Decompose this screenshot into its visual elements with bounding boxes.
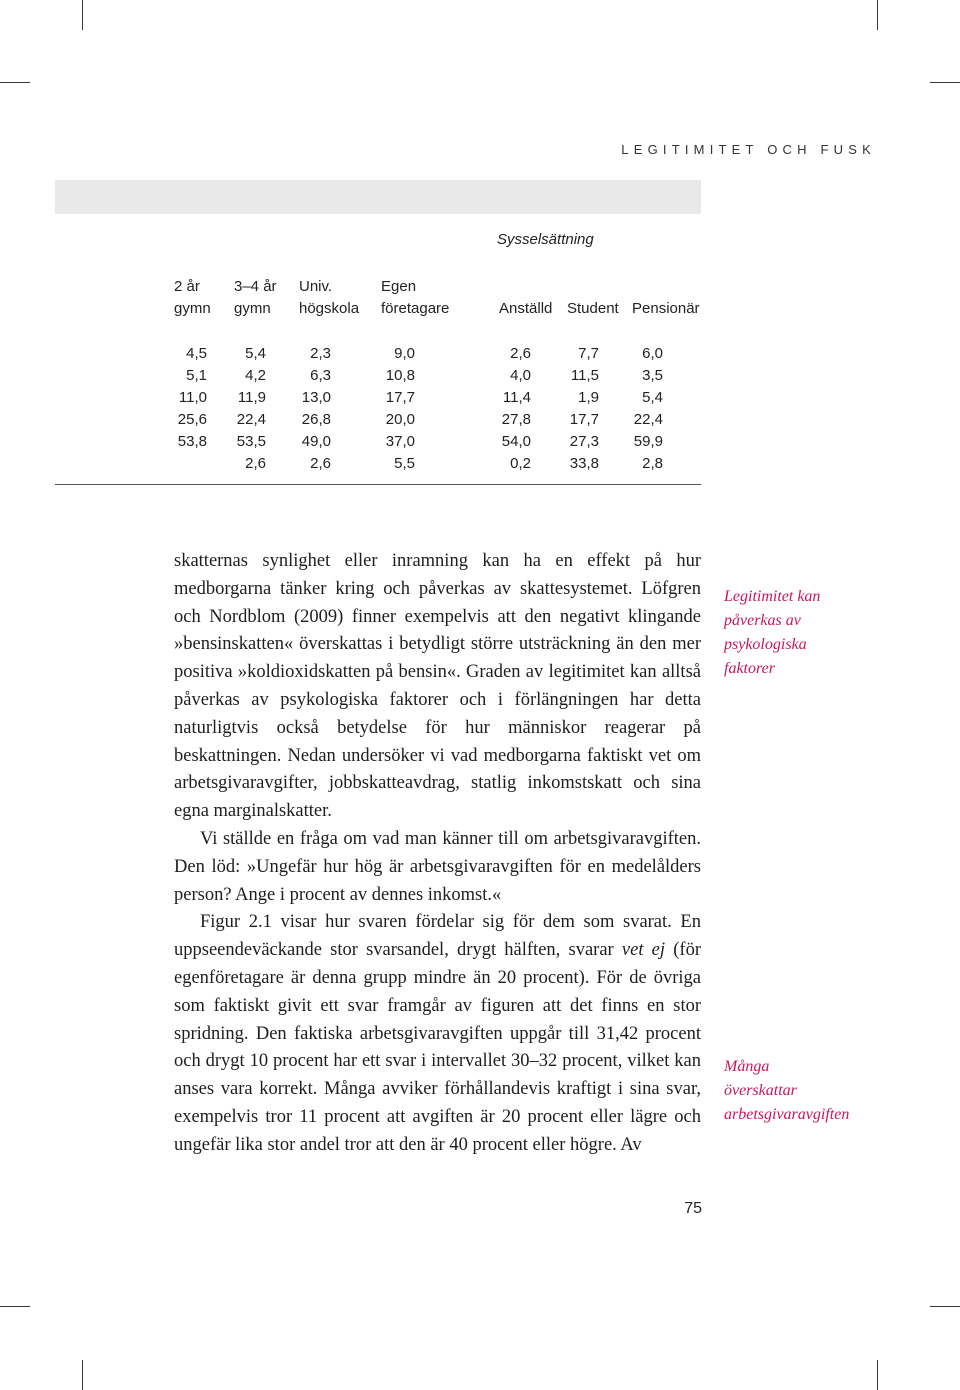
margin-note: Många överskattar arbetsgivaravgiften	[724, 1058, 850, 1123]
table-cell: 13,0	[301, 389, 331, 406]
table-cell: 5,1	[186, 367, 207, 384]
crop-mark	[930, 1306, 960, 1307]
table-cell: 11,9	[237, 389, 266, 406]
table-cell: 5,4	[245, 345, 266, 362]
table-cell: 11,4	[502, 389, 531, 406]
table-cell: 22,4	[236, 411, 266, 428]
table-cell: 33,8	[569, 455, 599, 472]
running-head: LEGITIMITET OCH FUSK	[621, 142, 876, 157]
table-cell: 27,8	[501, 411, 531, 428]
column-header: Egen företagare	[381, 278, 450, 317]
column-header: Student	[567, 300, 619, 317]
table-header-band	[55, 180, 701, 214]
crop-mark	[82, 1360, 83, 1390]
table-cell: 5,4	[642, 389, 663, 406]
table-cell: 11,0	[178, 389, 207, 406]
table-cell: 2,6	[245, 455, 266, 472]
table-cell: 20,0	[385, 411, 415, 428]
paragraph: Vi ställde en fråga om vad man känner till om arbetsgivaravgiften. Den löd: »Ungefär hur hög är arbetsgivaravgiften för en medelålders person? Ange i procent av dennes inkomst.«	[174, 828, 701, 905]
page-number: 75	[684, 1200, 702, 1217]
table-cell: 27,3	[569, 433, 599, 450]
table-cell: 1,9	[578, 389, 599, 406]
column-header: Anställd	[499, 300, 553, 317]
table-cell: 2,8	[642, 455, 663, 472]
table-cell: 25,6	[177, 411, 207, 428]
table-cell: 9,0	[394, 345, 415, 362]
table-cell: 17,7	[385, 389, 415, 406]
table-cell: 6,0	[642, 345, 663, 362]
margin-note: Legitimitet kan påverkas av psykologiska faktorer	[724, 588, 821, 677]
table-cell: 22,4	[633, 411, 663, 428]
table-cell: 5,5	[394, 455, 415, 472]
table-bottom-rule	[55, 484, 701, 485]
table-cell: 6,3	[310, 367, 331, 384]
table-cell: 17,7	[569, 411, 599, 428]
column-header: 3–4 år gymn	[234, 278, 277, 317]
body-text	[174, 548, 701, 1160]
crop-mark	[82, 0, 83, 30]
table-cell: 3,5	[642, 367, 663, 384]
table-cell: 0,2	[510, 455, 531, 472]
column-header: Pensionär	[632, 300, 700, 317]
table-cell: 10,8	[385, 367, 415, 384]
table-cell: 4,2	[245, 367, 266, 384]
table-cell: 11,5	[570, 367, 599, 384]
table-cell: 2,6	[510, 345, 531, 362]
table-cell: 4,5	[186, 345, 207, 362]
column-header: 2 år gymn	[174, 278, 211, 317]
crop-mark	[877, 1360, 878, 1390]
table-cell: 59,9	[633, 433, 663, 450]
crop-mark	[877, 0, 878, 30]
crop-mark	[930, 82, 960, 83]
table-cell: 54,0	[501, 433, 531, 450]
table-cell: 26,8	[301, 411, 331, 428]
paragraph: Figur 2.1 visar hur svaren fördelar sig för dem som svarat. En uppseendeväckande stor svarsandel, drygt hälften, svarar vet ej (för egenföretagare är denna grupp mindre än 20 procent). För de övriga som faktiskt givit ett svar framgår av figuren att det finns en stor spridning. Den faktiska arbetsgivaravgiften uppgår till 31,42 procent och drygt 10 procent har ett svar i intervallet 30–32 procent, vilket kan anses vara korrekt. Många avviker förhållandevis kraftigt i sina svar, exempelvis tror 11 procent att avgiften är 20 procent eller lägre och ungefär lika stor andel tror att den är 40 procent eller högre. Av	[174, 912, 701, 1155]
table-group-header: Sysselsättning	[497, 231, 594, 248]
crop-mark	[0, 1306, 30, 1307]
table-cell: 53,8	[177, 433, 207, 450]
column-header: Univ. högskola	[299, 278, 360, 317]
table-cell: 2,3	[310, 345, 331, 362]
table-cell: 4,0	[510, 367, 531, 384]
table-cell: 49,0	[301, 433, 331, 450]
paragraph: skatternas synlighet eller inramning kan ha en effekt på hur medborgarna tänker kring och påverkas av skattesystemet. Löfgren och Nordblom (2009) finner exempelvis att den negativt klingande »bensinskatten« överskattas i betydligt större utsträckning än den mer positiva »koldioxidskatten på bensin«. Graden av legitimitet kan alltså påverkas av psykologiska faktorer och i förlängningen har detta naturligtvis också betydelse för hur människor reagerar på beskattningen. Nedan undersöker vi vad medborgarna faktiskt vet om arbetsgivaravgifter, jobbskatteavdrag, statlig inkomstskatt och sina egna marginalskatter.	[174, 551, 701, 822]
table-cell: 53,5	[236, 433, 266, 450]
table-cell: 7,7	[578, 345, 599, 362]
table-cell: 2,6	[310, 455, 331, 472]
table-cell: 37,0	[385, 433, 415, 450]
crop-mark	[0, 82, 30, 83]
